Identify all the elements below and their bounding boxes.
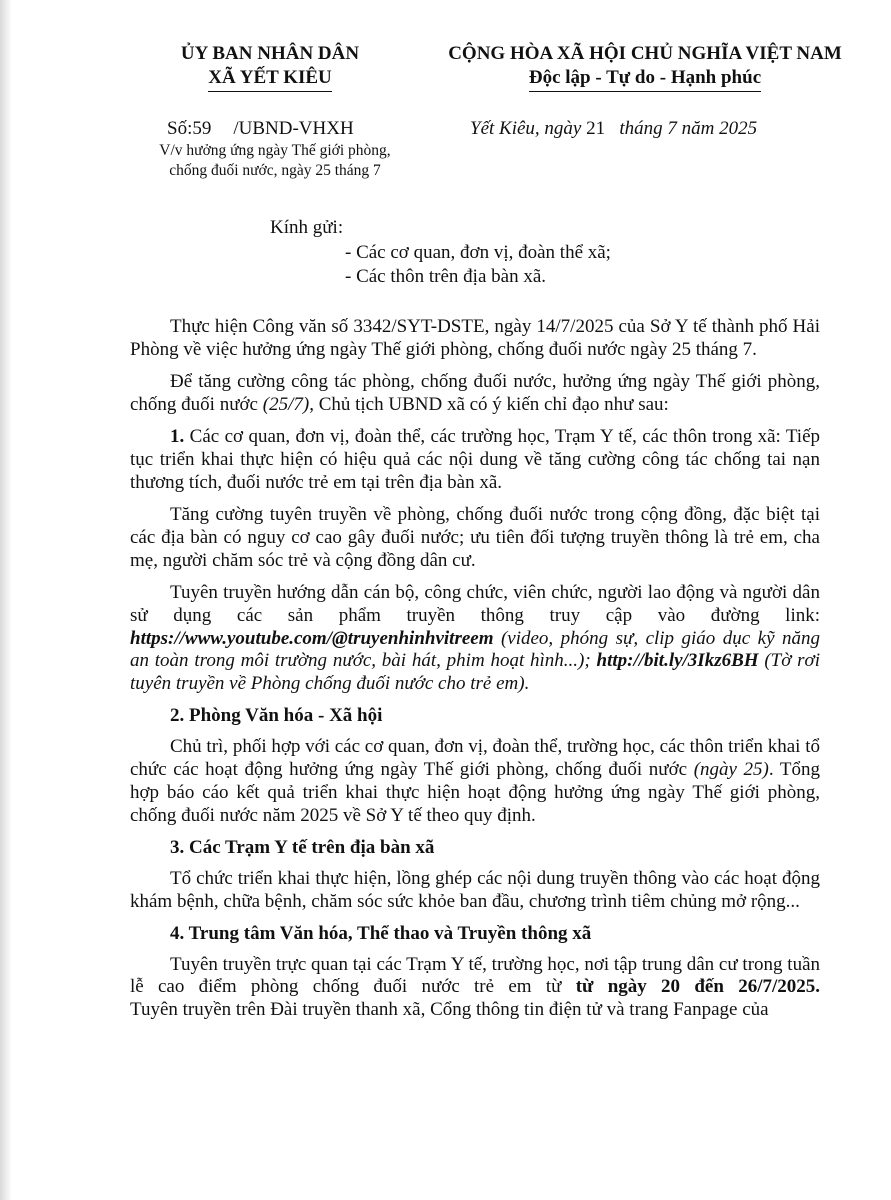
section-4-text: Tuyên truyền trực quan tại các Trạm Y tế, trường học, nơi tập trung dân cư trong tuần lễ cao điểm phòng chống đuối nước trẻ em từ từ ngày 20 đến 26/7/2025.	[130, 953, 820, 998]
section-1-number: 1.	[170, 426, 185, 448]
nation-name: CỘNG HÒA XÃ HỘI CHỦ NGHĨA VIỆT NAM	[448, 43, 842, 64]
document-number-code: /UBND-VHXH	[233, 118, 354, 139]
section-3-title: 3. Các Trạm Y tế trên địa bàn xã	[170, 836, 435, 858]
paragraph-links: Tuyên truyền hướng dẫn cán bộ, công chức, viên chức, người lao động và người dân sử dụng các sản phẩm truyền thông truy cập vào đường link: https://www.youtube.com/@truyenhinhvitreem (video, phóng sự, clip giáo dục kỹ năng an toàn trong môi trường nước, bài hát, phim hoạt hình...); http://bit.ly/3Ikz6BH (Tờ rơi tuyên truyền về Phòng chống đuối nước cho trẻ em).	[130, 581, 820, 695]
motto: Độc lập - Tự do - Hạnh phúc	[529, 66, 761, 92]
issuing-authority	[150, 42, 390, 92]
youtube-link[interactable]: https://www.youtube.com/@truyenhinhvitreem	[130, 627, 494, 649]
section-2-text: Chủ trì, phối hợp với các cơ quan, đơn vị, đoàn thể, trường học, các thôn triển khai tổ chức các hoạt động hưởng ứng ngày Thế giới phòng, chống đuối nước (ngày 25). Tổng hợp báo cáo kết quả triển khai thực hiện hoạt động hưởng ứng ngày Thế giới phòng, chống đuối nước năm 2025 về Sở Y tế theo quy định.	[130, 736, 821, 826]
recipient-item: - Các thôn trên địa bàn xã.	[345, 266, 547, 287]
document-body	[130, 316, 820, 1032]
place-label: Yết Kiêu, ngày	[470, 118, 582, 139]
authority-line-2: XÃ YẾT KIÊU	[208, 66, 332, 92]
date-month-year: tháng 7 năm 2025	[619, 118, 758, 139]
place-and-date	[470, 118, 757, 140]
document-subject	[145, 141, 405, 181]
bitly-link[interactable]: http://bit.ly/3Ikz6BH	[596, 650, 759, 672]
subject-line-2: chống đuối nước, ngày 25 tháng 7	[169, 162, 381, 179]
date-day: 21	[586, 118, 606, 139]
document-number-label: Số:59	[167, 118, 212, 139]
section-3-text: Tổ chức triển khai thực hiện, lồng ghép các nội dung truyền thông vào các hoạt động khám bệnh, chữa bệnh, chăm sóc sức khỏe ban đầu, chương trình tiêm chủng mở rộng...	[130, 867, 820, 912]
recipients-title: Kính gửi:	[270, 217, 344, 238]
subject-line-1: V/v hưởng ứng ngày Thế giới phòng,	[159, 142, 391, 159]
national-motto	[420, 42, 870, 92]
document-number	[167, 118, 354, 140]
recipient-item: - Các cơ quan, đơn vị, đoàn thể xã;	[345, 242, 611, 263]
paragraph-intro: Để tăng cường công tác phòng, chống đuối nước, hưởng ứng ngày Thế giới phòng, chống đuối nước (25/7), Chủ tịch UBND xã có ý kiến chỉ đạo như sau:	[130, 371, 820, 415]
section-4-title: 4. Trung tâm Văn hóa, Thể thao và Truyền thông xã	[170, 922, 592, 944]
section-2-title: 2. Phòng Văn hóa - Xã hội	[170, 705, 383, 727]
section-4-text-continued: Tuyên truyền trên Đài truyền thanh xã, Cổng thông tin điện tử và trang Fanpage của	[130, 999, 769, 1021]
authority-line-1: ỦY BAN NHÂN DÂN	[180, 43, 360, 64]
section-1-text: 1. Các cơ quan, đơn vị, đoàn thể, các trường học, Trạm Y tế, các thôn trong xã: Tiếp tục triển khai thực hiện có hiệu quả các nội dung về tăng cường công tác chống tai nạn thương tích, đuối nước trẻ em tại trên địa bàn xã.	[130, 426, 820, 493]
paragraph-reference: Thực hiện Công văn số 3342/SYT-DSTE, ngày 14/7/2025 của Sở Y tế thành phố Hải Phòng về việc hưởng ứng ngày Thế giới phòng, chống đuối nước ngày 25 tháng 7.	[130, 316, 820, 360]
paragraph-propaganda: Tăng cường tuyên truyền về phòng, chống đuối nước trong cộng đồng, đặc biệt tại các địa bàn có nguy cơ cao gây đuối nước; ưu tiên đối tượng truyền thông là trẻ em, cha mẹ, người chăm sóc trẻ và cộng đồng dân cư.	[130, 504, 820, 571]
